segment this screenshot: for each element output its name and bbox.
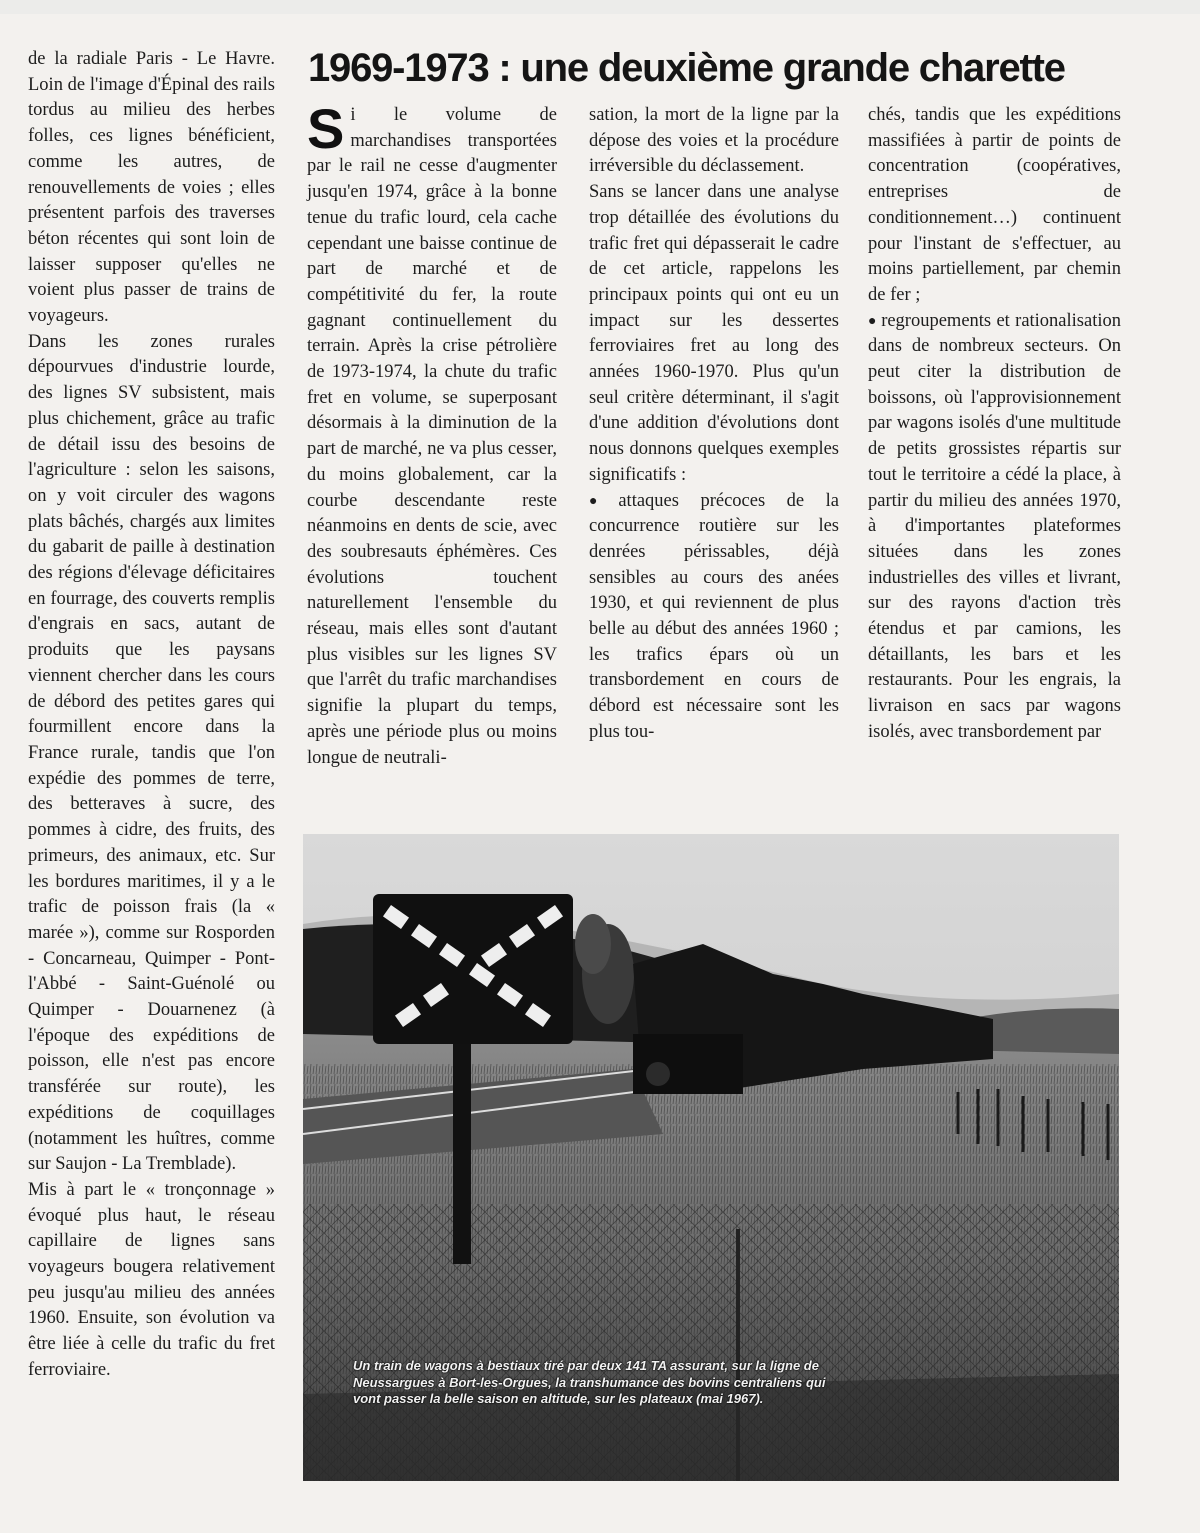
bullet-text: attaques précoces de la concurrence routière sur les denrées périssables, déjà sensibles au cours des anées 1930, et qui reviennent de plus belle au début des années 1960 ; les trafics épars où un transbordement en cours de débord est nécessaire sont les plus tou- <box>589 490 839 742</box>
paragraph: Sans se lancer dans une analyse trop détaillée des évolutions du trafic fret qui dépasserait le cadre de cet article, rappelons les principaux points qui ont eu un impact sur les dessertes ferroviaires fret au long des années 1960-1970. Plus qu'un seul critère déterminant, il s'agit d'une addition d'évolutions dont nous donnons quelques exemples significatifs : <box>589 182 839 485</box>
paragraph: de la radiale Paris - Le Havre. Loin de l'image d'Épinal des rails tordus au milieu des herbes folles, ces lignes bénéficient, comme les autres, de renouvellements de voies ; elles présentent parfois des traverses béton récentes qui sont loin de laisser supposer qu'elles ne voient plus passer de trains de voyageurs. <box>28 49 275 327</box>
drop-cap: S <box>307 97 345 160</box>
train-photo <box>303 834 1119 1481</box>
article-headline: 1969-1973 : une deuxième grande charette <box>308 46 1065 90</box>
bullet-icon: ● <box>868 313 878 329</box>
paragraph: chés, tandis que les expéditions massifiées à partir de points de concentration (coopératives, entreprises de conditionnement…) continuent pour l'instant de s'effectuer, au moins partiellement, par chemin de fer ; <box>868 105 1121 305</box>
bullet-icon: ● <box>589 493 615 509</box>
page-top-edge <box>0 0 1200 14</box>
paragraph: Mis à part le « tronçonnage » évoqué plus haut, le réseau capillaire de lignes sans voyageurs bougera relativement peu jusqu'au milieu des années 1960. Ensuite, son évolution va être liée à celle du trafic du fret ferroviaire. <box>28 1179 275 1380</box>
paragraph: Dans les zones rurales dépourvues d'industrie lourde, des lignes SV subsistent, mais plus chichement, grâce au trafic de détail issu des besoins de l'agriculture : selon les saisons, on y voit circuler des wagons plats bâchés, chargés aux limites du gabarit de paille à destination des régions d'élevage déficitaires en fourrage, des couverts remplis d'engrais en sacs, autant de produits que les paysans viennent chercher dans les cours de débord des petites gares qui fourmillent encore dans la France rurale, tandis que l'on expédie des pommes de terre, des betteraves à sucre, des pommes à cidre, des fruits, des primeurs, des animaux, etc. Sur les bordures maritimes, il y a le trafic de poisson frais (la « marée »), comme sur Rosporden - Concarneau, Quimper - Pont-l'Abbé - Saint-Guénolé ou Quimper - Douarnenez (à l'époque des expéditions de poisson, elle n'est pas encore transférée sur route), les expéditions de coquillages (notamment les huîtres, comme sur Saujon - La Tremblade). <box>28 331 275 1175</box>
column-3 <box>589 103 839 746</box>
bullet-paragraph <box>589 489 839 746</box>
bullet-paragraph <box>868 309 1121 746</box>
photo-caption: Un train de wagons à bestiaux tiré par deux 141 TA assurant, sur la ligne de Neussargues à Bort-les-Orgues, la transhumance des bovins centraliens qui vont passer la belle saison en altitude, sur les plateaux (mai 1967). <box>353 1358 826 1406</box>
paragraph: sation, la mort de la ligne par la dépose des voies et la procédure irréversible du déclassement. <box>589 105 839 177</box>
column-2 <box>307 97 557 771</box>
bullet-text: regroupements et rationalisation dans de nombreux secteurs. On peut citer la distribution de boissons, où l'approvisionnement par wagons isolés d'une multitude de petits grossistes répartis sur tout le territoire a cédé la place, à partir du milieu des années 1970, à d'importantes plateformes situées dans les zones industrielles des villes et livrant, sur des rayons d'action très étendus et par camions, les détaillants, les bars et les restaurants. Pour les engrais, la livraison en sacs par wagons isolés, avec transbordement par <box>868 310 1121 742</box>
column-4 <box>868 103 1121 746</box>
paragraph: i le volume de marchandises transportées par le rail ne cesse d'augmenter jusqu'en 1974, grâce à la bonne tenue du trafic lourd, cela cache cependant une baisse continue de part de marché et de compétitivité du fer, la route gagnant continuellement du terrain. Après la crise pétrolière de 1973-1974, la chute du trafic fret en volume, se superposant désormais à la diminution de la part de marché, ne va plus cesser, du moins globalement, car la courbe descendante reste néanmoins en dents de scie, avec des soubresauts éphémères. Ces évolutions touchent naturellement l'ensemble du réseau, mais elles sont d'autant plus visibles sur les lignes SV que l'arrêt du trafic marchandises signifie la plupart du temps, après une période plus ou moins longue de neutrali- <box>307 105 557 768</box>
column-1 <box>28 47 275 1384</box>
